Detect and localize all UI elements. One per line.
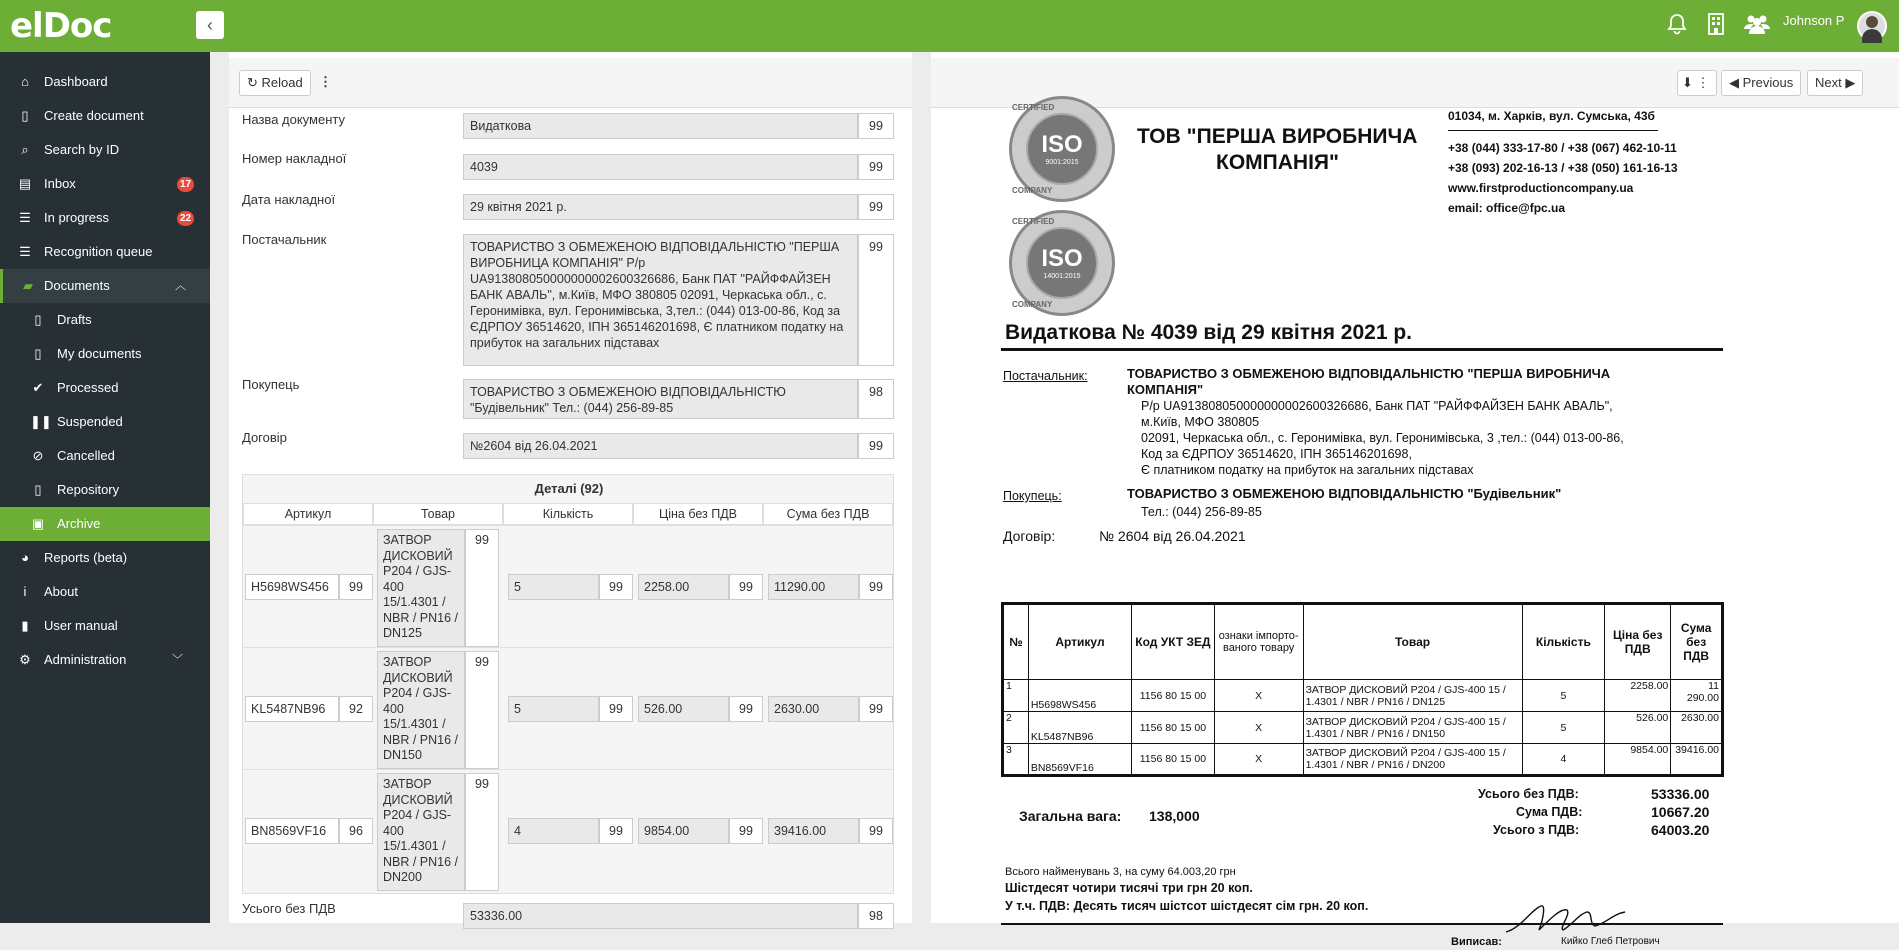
sidebar-item-label: Drafts bbox=[57, 312, 92, 327]
sidebar bbox=[0, 52, 210, 923]
supplier-text: ТОВАРИСТВО З ОБМЕЖЕНОЮ ВІДПОВІДАЛЬНІСТЮ "ПЕРША ВИРОБНИЧА bbox=[1127, 366, 1611, 381]
sidebar-item-reports[interactable] bbox=[0, 541, 210, 575]
avatar[interactable] bbox=[1857, 11, 1887, 41]
in-progress-count-badge: 22 bbox=[177, 211, 194, 226]
signer-name: Кийко Глеб Петрович bbox=[1561, 936, 1660, 947]
signer-label: Виписав: bbox=[1451, 936, 1502, 948]
sidebar-item-label: Repository bbox=[57, 482, 120, 497]
sidebar-item-label: My documents bbox=[57, 346, 142, 361]
vat-value: 10667.20 bbox=[1651, 804, 1710, 820]
folder-icon: ▰ bbox=[23, 278, 33, 293]
article-input[interactable]: KL5487NB96 bbox=[245, 696, 339, 722]
check-icon: ✔ bbox=[32, 380, 44, 395]
supplier-textarea[interactable]: ТОВАРИСТВО З ОБМЕЖЕНОЮ ВІДПОВІДАЛЬНІСТЮ "ПЕРША ВИРОБНИЦА КОМПАНІЯ" Р/р UA913808050000000002600326686, Банк ПАТ "РАЙФФАЙЗЕН БАНК АВАЛЬ", м.Київ, МФО 380805 02091, Черкаська обл., с. Геронимівка, вул. Геронимівська, 3,тел.: (044) 013-00-86, Код за ЄДРПОУ 36514620, ІПН 365146201698, Є платником податку на прибуток на загальних підставах bbox=[463, 234, 858, 366]
summary-text: Всього найменувань 3, на суму 64.003,20 грн bbox=[1005, 866, 1236, 878]
confidence-score: 99 bbox=[858, 113, 894, 139]
company-phone: +38 (044) 333-17-80 / +38 (067) 462-10-11 bbox=[1448, 141, 1677, 155]
column-header: Кількість bbox=[1522, 604, 1605, 680]
field-label: Покупець bbox=[242, 377, 300, 392]
sidebar-item-create-document[interactable] bbox=[0, 99, 210, 133]
vat-label: Сума ПДВ: bbox=[1516, 805, 1583, 819]
document-preview-panel bbox=[931, 52, 1899, 948]
field-label: Постачальник bbox=[242, 232, 327, 247]
sidebar-item-in-progress[interactable] bbox=[0, 201, 210, 235]
sidebar-item-label: About bbox=[44, 584, 78, 599]
next-label: Next bbox=[1815, 75, 1842, 90]
sidebar-item-suspended[interactable] bbox=[0, 405, 210, 439]
table-cell: 526.00 bbox=[1605, 712, 1671, 744]
collapse-sidebar-button[interactable] bbox=[196, 11, 224, 39]
column-header: Артикул bbox=[1028, 604, 1131, 680]
table-cell: 2258.00 bbox=[1605, 680, 1671, 712]
total-no-vat-label: Усього без ПДВ: bbox=[1478, 787, 1579, 801]
company-address: 01034, м. Харків, вул. Сумська, 43б bbox=[1448, 109, 1655, 123]
sidebar-item-user-manual[interactable] bbox=[0, 609, 210, 643]
total-input[interactable]: 53336.00 bbox=[463, 903, 858, 929]
search-icon: ⌕ bbox=[21, 142, 29, 157]
article-input[interactable]: BN8569VF16 bbox=[245, 818, 339, 844]
price-input[interactable]: 9854.00 bbox=[638, 818, 729, 844]
more-options-icon: ⋮ bbox=[1696, 75, 1710, 90]
supplier-text: Код за ЄДРПОУ 36514620, ІПН 365146201698, bbox=[1141, 447, 1412, 461]
buyer-text: Тел.: (044) 256-89-85 bbox=[1141, 505, 1262, 519]
table-row bbox=[243, 769, 893, 893]
column-header: Ціна без ПДВ bbox=[1605, 604, 1671, 680]
supplier-text: Р/р UA913808050000000002600326686, Банк ПАТ "РАЙФФАЙЗЕН БАНК АВАЛЬ", bbox=[1141, 399, 1613, 413]
chevron-left-icon: ‹ bbox=[207, 15, 213, 35]
confidence-score: 99 bbox=[859, 696, 893, 722]
confidence-score: 99 bbox=[859, 818, 893, 844]
extraction-form-panel bbox=[229, 52, 912, 923]
sidebar-item-label: In progress bbox=[44, 210, 110, 225]
table-row bbox=[243, 525, 893, 647]
column-header: Код УКТ ЗЕД bbox=[1132, 604, 1215, 680]
table-row bbox=[1003, 680, 1723, 712]
confidence-score: 99 bbox=[465, 529, 499, 647]
previous-button[interactable] bbox=[1721, 70, 1801, 96]
sum-input[interactable]: 11290.00 bbox=[768, 574, 859, 600]
sidebar-item-processed[interactable] bbox=[0, 371, 210, 405]
table-row bbox=[243, 647, 893, 769]
total-no-vat-value: 53336.00 bbox=[1651, 786, 1710, 802]
sum-input[interactable]: 2630.00 bbox=[768, 696, 859, 722]
table-cell: 1156 80 15 00 bbox=[1132, 680, 1215, 712]
field-label: Назва документу bbox=[242, 112, 345, 127]
supplier-text: КОМПАНІЯ" bbox=[1127, 382, 1204, 397]
sidebar-item-administration[interactable] bbox=[0, 643, 210, 677]
company-phone: +38 (093) 202-16-13 / +38 (050) 161-16-13 bbox=[1448, 161, 1678, 175]
chevron-up-icon: ︿ bbox=[175, 280, 186, 292]
table-cell: 1156 80 15 00 bbox=[1132, 712, 1215, 744]
sidebar-item-label: Documents bbox=[44, 278, 110, 293]
file-icon: ▯ bbox=[21, 108, 29, 123]
download-button[interactable] bbox=[1677, 70, 1717, 96]
confidence-score: 99 bbox=[599, 818, 633, 844]
sidebar-item-inbox[interactable] bbox=[0, 167, 210, 201]
table-cell: 11 290.00 bbox=[1671, 680, 1723, 712]
sidebar-item-about[interactable] bbox=[0, 575, 210, 609]
sidebar-item-dashboard[interactable] bbox=[0, 65, 210, 99]
confidence-score: 96 bbox=[339, 818, 373, 844]
seal-text: 14001:2015 bbox=[1043, 273, 1081, 280]
contract-value: № 2604 від 26.04.2021 bbox=[1099, 528, 1246, 544]
product-textarea[interactable]: ЗАТВОР ДИСКОВИЙ Р204 / GJS-400 15/1.4301 / NBR / PN16 / DN200 bbox=[377, 773, 465, 891]
table-cell: 5 bbox=[1522, 680, 1605, 712]
table-cell: ЗАТВОР ДИСКОВИЙ Р204 / GJS-400 15 / 1.4301 / NBR / PN16 / DN150 bbox=[1303, 712, 1522, 744]
form-toolbar bbox=[229, 58, 912, 108]
price-input[interactable]: 526.00 bbox=[638, 696, 729, 722]
seal-text: CERTIFIED bbox=[1012, 103, 1055, 112]
field-label: Усього без ПДВ bbox=[242, 901, 336, 916]
supplier-text: м.Київ, МФО 380805 bbox=[1141, 415, 1260, 429]
column-header: Сума без ПДВ bbox=[763, 503, 893, 525]
details-table bbox=[242, 474, 894, 894]
table-row bbox=[1003, 744, 1723, 776]
reload-label: Reload bbox=[261, 75, 303, 90]
invoice-number-input[interactable]: 4039 bbox=[463, 154, 858, 180]
seal-text: COMPANY bbox=[1012, 300, 1053, 309]
confidence-score: 99 bbox=[729, 696, 763, 722]
field-label: Дата накладної bbox=[242, 192, 336, 207]
column-header: № bbox=[1003, 604, 1029, 680]
column-header: Ціна без ПДВ bbox=[633, 503, 763, 525]
sidebar-item-archive[interactable] bbox=[0, 507, 210, 541]
buyer-text: ТОВАРИСТВО З ОБМЕЖЕНОЮ ВІДПОВІДАЛЬНІСТЮ "Будівельник" bbox=[1127, 486, 1562, 501]
confidence-score: 99 bbox=[858, 433, 894, 459]
building-icon[interactable] bbox=[1704, 13, 1728, 39]
table-cell: X bbox=[1214, 744, 1303, 776]
confidence-score: 98 bbox=[858, 379, 894, 419]
supplier-label: Постачальник: bbox=[1003, 369, 1088, 383]
confidence-score: 99 bbox=[859, 574, 893, 600]
summary-text: У т.ч. ПДВ: Десять тисяч шістсот шістдесят сім грн. 20 коп. bbox=[1005, 899, 1369, 913]
article-input[interactable]: H5698WS456 bbox=[245, 574, 339, 600]
iso-14001-seal bbox=[1009, 210, 1115, 316]
price-input[interactable]: 2258.00 bbox=[638, 574, 729, 600]
iso-9001-seal bbox=[1009, 96, 1115, 202]
contract-label: Договір: bbox=[1003, 528, 1056, 544]
sidebar-item-documents[interactable] bbox=[0, 269, 210, 303]
table-cell: 3 bbox=[1003, 744, 1029, 776]
sidebar-item-cancelled[interactable] bbox=[0, 439, 210, 473]
confidence-score: 99 bbox=[599, 696, 633, 722]
app-logo[interactable]: elDoc bbox=[10, 6, 112, 46]
table-cell: 1 bbox=[1003, 680, 1029, 712]
chevron-left-icon: ◀ bbox=[1729, 75, 1739, 90]
seal-text: CERTIFIED bbox=[1012, 217, 1055, 226]
table-cell: H5698WS456 bbox=[1028, 680, 1131, 712]
sidebar-item-my-documents[interactable] bbox=[0, 337, 210, 371]
confidence-score: 99 bbox=[729, 818, 763, 844]
sidebar-item-label: Search by ID bbox=[44, 142, 120, 157]
company-name: ТОВ "ПЕРША ВИРОБНИЧА bbox=[1137, 125, 1418, 148]
document-title: Видаткова № 4039 від 29 квітня 2021 р. bbox=[1005, 321, 1412, 344]
inbox-icon: ▤ bbox=[18, 176, 32, 191]
field-label: Номер накладної bbox=[242, 151, 347, 166]
invoice-table bbox=[1001, 602, 1724, 777]
column-header: Товар bbox=[373, 503, 503, 525]
table-cell: 5 bbox=[1522, 712, 1605, 744]
buyer-textarea[interactable]: ТОВАРИСТВО З ОБМЕЖЕНОЮ ВІДПОВІДАЛЬНІСТЮ "Будівельник" Тел.: (044) 256-89-85 bbox=[463, 379, 858, 419]
scanned-invoice bbox=[931, 103, 1899, 948]
file-icon: ▯ bbox=[34, 312, 42, 327]
divider bbox=[1001, 348, 1723, 351]
confidence-score: 99 bbox=[465, 773, 499, 891]
sum-input[interactable]: 39416.00 bbox=[768, 818, 859, 844]
table-cell: X bbox=[1214, 680, 1303, 712]
quantity-input[interactable]: 4 bbox=[508, 818, 599, 844]
supplier-text: Є платником податку на прибуток на загальних підставах bbox=[1141, 463, 1474, 477]
column-header: Кількість bbox=[503, 503, 633, 525]
column-header: ознаки імпорто-ваного товару bbox=[1214, 604, 1303, 680]
confidence-score: 99 bbox=[858, 234, 894, 366]
chevron-right-icon: ▶ bbox=[1845, 75, 1856, 90]
seal-text: ISO bbox=[1041, 131, 1083, 158]
sidebar-item-label: Suspended bbox=[57, 414, 123, 429]
ban-icon: ⊘ bbox=[32, 448, 44, 463]
list-icon: ☰ bbox=[19, 210, 31, 225]
sidebar-item-label: Reports (beta) bbox=[44, 550, 128, 565]
sidebar-item-label: Dashboard bbox=[44, 74, 108, 89]
sidebar-item-drafts[interactable] bbox=[0, 303, 210, 337]
sidebar-item-label: Cancelled bbox=[57, 448, 115, 463]
table-header-row bbox=[1003, 604, 1723, 680]
user-name[interactable]: Johnson P bbox=[1783, 13, 1845, 28]
column-header: Сума без ПДВ bbox=[1671, 604, 1723, 680]
seal-text: 9001:2015 bbox=[1045, 159, 1079, 166]
inbox-count-badge: 17 bbox=[177, 177, 194, 192]
sidebar-item-label: Create document bbox=[44, 108, 144, 123]
table-cell: KL5487NB96 bbox=[1028, 712, 1131, 744]
bell-icon[interactable] bbox=[1665, 13, 1689, 39]
list-icon: ☰ bbox=[19, 244, 31, 259]
table-cell: ЗАТВОР ДИСКОВИЙ Р204 / GJS-400 15 / 1.4301 / NBR / PN16 / DN200 bbox=[1303, 744, 1522, 776]
confidence-score: 92 bbox=[339, 696, 373, 722]
table-cell: 2630.00 bbox=[1671, 712, 1723, 744]
details-title: Деталі (92) bbox=[534, 481, 604, 496]
confidence-score: 99 bbox=[858, 194, 894, 220]
users-icon[interactable] bbox=[1743, 13, 1771, 39]
seal-text: ISO bbox=[1041, 245, 1083, 272]
sidebar-item-label: User manual bbox=[44, 618, 118, 633]
sidebar-item-label: Archive bbox=[57, 516, 101, 531]
sidebar-item-label: Recognition queue bbox=[44, 244, 153, 259]
document-name-input[interactable]: Видаткова bbox=[463, 113, 858, 139]
next-button[interactable] bbox=[1807, 70, 1863, 96]
table-cell: ЗАТВОР ДИСКОВИЙ Р204 / GJS-400 15 / 1.4301 / NBR / PN16 / DN125 bbox=[1303, 680, 1522, 712]
book-icon: ▮ bbox=[21, 618, 29, 633]
previous-label: Previous bbox=[1742, 75, 1794, 90]
confidence-score: 99 bbox=[858, 154, 894, 180]
sidebar-item-label: Administration bbox=[44, 652, 127, 667]
file-icon: ▯ bbox=[34, 482, 42, 497]
sidebar-item-recognition-queue[interactable] bbox=[0, 235, 210, 269]
company-website: www.firstproductioncompany.ua bbox=[1448, 181, 1634, 195]
product-textarea[interactable]: ЗАТВОР ДИСКОВИЙ Р204 / GJS-400 15/1.4301 / NBR / PN16 / DN125 bbox=[377, 529, 465, 647]
table-cell: 9854.00 bbox=[1605, 744, 1671, 776]
confidence-score: 99 bbox=[599, 574, 633, 600]
top-bar bbox=[0, 0, 1899, 52]
table-cell: BN8569VF16 bbox=[1028, 744, 1131, 776]
table-cell: 4 bbox=[1522, 744, 1605, 776]
divider bbox=[1448, 130, 1658, 131]
more-options-icon[interactable]: ⋮ bbox=[319, 74, 332, 89]
confidence-score: 99 bbox=[339, 574, 373, 600]
quantity-input[interactable]: 5 bbox=[508, 574, 599, 600]
download-icon: ⬇ bbox=[1682, 75, 1693, 90]
archive-icon: ▣ bbox=[31, 516, 45, 531]
weight-value: 138,000 bbox=[1149, 808, 1200, 824]
sidebar-item-repository[interactable] bbox=[0, 473, 210, 507]
table-cell: 39416.00 bbox=[1671, 744, 1723, 776]
table-cell: 1156 80 15 00 bbox=[1132, 744, 1215, 776]
confidence-score: 99 bbox=[729, 574, 763, 600]
company-email: email: office@fpc.ua bbox=[1448, 201, 1566, 215]
info-icon: i bbox=[23, 584, 27, 599]
product-textarea[interactable]: ЗАТВОР ДИСКОВИЙ Р204 / GJS-400 15/1.4301 / NBR / PN16 / DN150 bbox=[377, 651, 465, 769]
table-row bbox=[1003, 712, 1723, 744]
weight-label: Загальна вага: bbox=[1019, 808, 1122, 824]
sidebar-item-label: Processed bbox=[57, 380, 119, 395]
table-cell: 2 bbox=[1003, 712, 1029, 744]
pause-icon: ❚❚ bbox=[30, 414, 52, 429]
quantity-input[interactable]: 5 bbox=[508, 696, 599, 722]
field-label: Договір bbox=[242, 430, 287, 445]
reload-button[interactable] bbox=[239, 70, 311, 96]
signature bbox=[1501, 900, 1631, 940]
company-name: КОМПАНІЯ" bbox=[1216, 151, 1339, 174]
home-icon: ⌂ bbox=[21, 74, 29, 89]
chevron-down-icon: ﹀ bbox=[172, 654, 183, 666]
pie-icon: ◕ bbox=[21, 550, 29, 565]
cogs-icon: ⚙ bbox=[19, 652, 31, 667]
sidebar-item-label: Inbox bbox=[44, 176, 76, 191]
buyer-label: Покупець: bbox=[1003, 489, 1062, 503]
contract-input[interactable]: №2604 від 26.04.2021 bbox=[463, 433, 858, 459]
invoice-date-input[interactable]: 29 квітня 2021 р. bbox=[463, 194, 858, 220]
column-header: Товар bbox=[1303, 604, 1522, 680]
supplier-text: 02091, Черкаська обл., с. Геронимівка, вул. Геронимівська, 3 ,тел.: (044) 013-00-86, bbox=[1141, 431, 1624, 445]
total-vat-label: Усього з ПДВ: bbox=[1493, 823, 1580, 837]
confidence-score: 99 bbox=[465, 651, 499, 769]
confidence-score: 98 bbox=[858, 903, 894, 929]
table-cell: X bbox=[1214, 712, 1303, 744]
seal-text: COMPANY bbox=[1012, 186, 1053, 195]
refresh-icon: ↻ bbox=[247, 75, 258, 90]
column-header: Артикул bbox=[243, 503, 373, 525]
summary-text: Шістдесят чотири тисячі три грн 20 коп. bbox=[1005, 881, 1253, 895]
sidebar-item-search-by-id[interactable] bbox=[0, 133, 210, 167]
file-icon: ▯ bbox=[34, 346, 42, 361]
total-vat-value: 64003.20 bbox=[1651, 822, 1710, 838]
